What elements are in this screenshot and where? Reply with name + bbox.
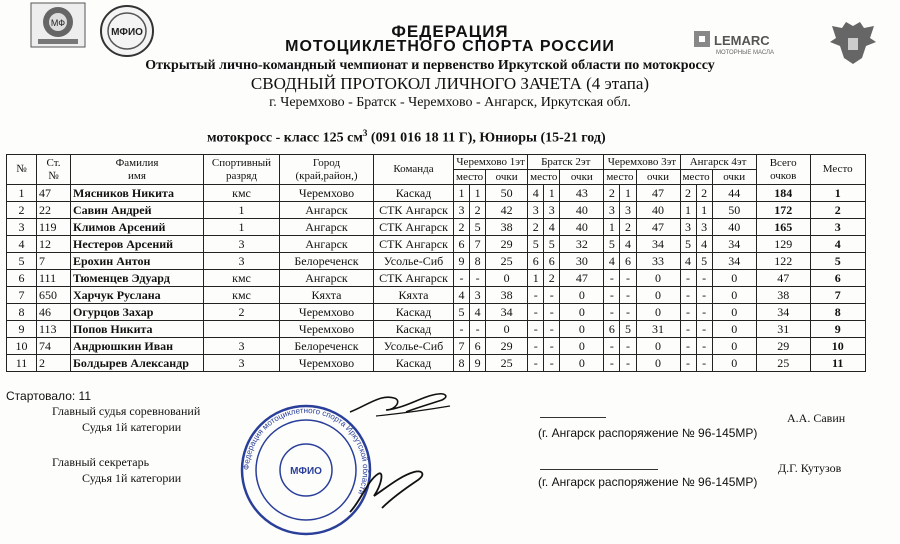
cell-s3p: 47 bbox=[636, 219, 680, 236]
cell-team: Кяхта bbox=[374, 287, 454, 304]
cell-s3p: 0 bbox=[636, 304, 680, 321]
cell-s1a: - bbox=[454, 321, 470, 338]
cell-s2a: - bbox=[528, 355, 544, 372]
cell-n: 10 bbox=[7, 338, 37, 355]
table-row bbox=[7, 236, 866, 253]
cell-s3a: - bbox=[604, 287, 620, 304]
header-name-text: Фамилия bbox=[115, 156, 159, 169]
cell-s1b: 9 bbox=[470, 355, 486, 372]
cell-s4p: 44 bbox=[712, 185, 756, 202]
cell-s1a: 2 bbox=[454, 219, 470, 236]
cell-s4a: - bbox=[680, 338, 696, 355]
cell-rank bbox=[204, 321, 280, 338]
cell-total: 31 bbox=[756, 321, 810, 338]
federation-subtitle: МОТОЦИКЛЕТНОГО СПОРТА РОССИИ bbox=[285, 38, 615, 55]
secretary-signature bbox=[344, 462, 430, 518]
cell-n: 3 bbox=[7, 219, 37, 236]
started-count: Стартовало: 11 bbox=[6, 389, 91, 403]
cell-s3a: 6 bbox=[604, 321, 620, 338]
header-stage1-place: место bbox=[454, 170, 486, 185]
cell-s2b: - bbox=[544, 287, 560, 304]
cell-s1p: 25 bbox=[486, 355, 528, 372]
cell-st: 47 bbox=[37, 185, 71, 202]
cell-s1p: 42 bbox=[486, 202, 528, 219]
cell-place: 6 bbox=[810, 270, 865, 287]
cell-s3b: - bbox=[620, 304, 636, 321]
cell-total: 38 bbox=[756, 287, 810, 304]
cell-city: Черемхово bbox=[280, 185, 374, 202]
cell-s1b: 1 bbox=[470, 185, 486, 202]
cell-s3a: 4 bbox=[604, 253, 620, 270]
cell-n: 9 bbox=[7, 321, 37, 338]
header-city-text: Город bbox=[312, 156, 341, 169]
cell-s2p: 0 bbox=[560, 304, 604, 321]
table-row bbox=[7, 287, 866, 304]
table-row bbox=[7, 185, 866, 202]
cell-s1a: 9 bbox=[454, 253, 470, 270]
cell-team: СТК Ангарск bbox=[374, 219, 454, 236]
cell-s4a: - bbox=[680, 304, 696, 321]
cell-s3p: 0 bbox=[636, 270, 680, 287]
cell-st: 2 bbox=[37, 355, 71, 372]
cell-total: 25 bbox=[756, 355, 810, 372]
cell-team: СТК Ангарск bbox=[374, 202, 454, 219]
cell-s1b: 4 bbox=[470, 304, 486, 321]
table-row bbox=[7, 304, 866, 321]
cell-s4b: - bbox=[696, 338, 712, 355]
cell-n: 5 bbox=[7, 253, 37, 270]
judge-signature-line bbox=[540, 417, 606, 418]
results-table bbox=[6, 154, 866, 372]
cell-s4p: 34 bbox=[712, 253, 756, 270]
cell-s4a: - bbox=[680, 287, 696, 304]
judge-order: (г. Ангарск распоряжение № 96-145МР) bbox=[538, 426, 758, 440]
cell-name: Попов Никита bbox=[71, 321, 204, 338]
cell-s4a: 3 bbox=[680, 219, 696, 236]
cell-s3p: 0 bbox=[636, 338, 680, 355]
cell-s4p: 0 bbox=[712, 270, 756, 287]
cell-s3p: 34 bbox=[636, 236, 680, 253]
cell-team: Усолье-Сиб bbox=[374, 253, 454, 270]
cell-s3p: 33 bbox=[636, 253, 680, 270]
protocol-title: СВОДНЫЙ ПРОТОКОЛ ЛИЧНОГО ЗАЧЕТА (4 этапа) bbox=[250, 74, 650, 93]
cell-s2p: 0 bbox=[560, 338, 604, 355]
cell-team: Каскад bbox=[374, 185, 454, 202]
cell-s1b: 5 bbox=[470, 219, 486, 236]
cell-s4p: 0 bbox=[712, 321, 756, 338]
cell-city: Кяхта bbox=[280, 287, 374, 304]
cell-s4p: 0 bbox=[712, 287, 756, 304]
cell-city: Ангарск bbox=[280, 202, 374, 219]
cell-s2a: 4 bbox=[528, 185, 544, 202]
table-row bbox=[7, 355, 866, 372]
header-start-number bbox=[37, 155, 71, 185]
header-stage4-points: очки bbox=[712, 170, 756, 185]
cell-s1a: 7 bbox=[454, 338, 470, 355]
header-name bbox=[71, 155, 204, 185]
cell-n: 1 bbox=[7, 185, 37, 202]
chief-judge-label: Главный судья соревнований bbox=[52, 404, 201, 418]
cell-total: 34 bbox=[756, 304, 810, 321]
cell-total: 165 bbox=[756, 219, 810, 236]
cell-total: 129 bbox=[756, 236, 810, 253]
cell-s2b: 3 bbox=[544, 202, 560, 219]
cell-s2p: 0 bbox=[560, 321, 604, 338]
cell-s1a: 1 bbox=[454, 185, 470, 202]
class-line bbox=[207, 128, 606, 147]
cell-city: Ангарск bbox=[280, 236, 374, 253]
cell-s1p: 0 bbox=[486, 270, 528, 287]
cell-total: 47 bbox=[756, 270, 810, 287]
cell-s2b: 6 bbox=[544, 253, 560, 270]
logo-left2-text: МФИО bbox=[111, 27, 143, 38]
header-num: № bbox=[7, 155, 37, 185]
header-stage1-points: очки bbox=[486, 170, 528, 185]
championship-title: Открытый лично-командный чемпионат и первенство Иркутской области по мотокроссу bbox=[145, 58, 715, 73]
cell-s1p: 38 bbox=[486, 219, 528, 236]
cell-name: Харчук Руслана bbox=[71, 287, 204, 304]
cell-s3a: - bbox=[604, 355, 620, 372]
header-total-sub: очков bbox=[770, 169, 797, 182]
cell-s1p: 0 bbox=[486, 321, 528, 338]
cell-s4p: 50 bbox=[712, 202, 756, 219]
cell-s3b: 5 bbox=[620, 321, 636, 338]
cell-total: 184 bbox=[756, 185, 810, 202]
cell-s2a: 1 bbox=[528, 270, 544, 287]
cell-s4b: 2 bbox=[696, 185, 712, 202]
cell-s2p: 40 bbox=[560, 219, 604, 236]
header-stage4: Ангарск 4эт bbox=[680, 155, 756, 170]
cell-s1p: 38 bbox=[486, 287, 528, 304]
header-stage2-points: очки bbox=[560, 170, 604, 185]
cell-s4p: 34 bbox=[712, 236, 756, 253]
cell-total: 172 bbox=[756, 202, 810, 219]
cell-name: Савин Андрей bbox=[71, 202, 204, 219]
cell-s2b: - bbox=[544, 355, 560, 372]
cell-total: 29 bbox=[756, 338, 810, 355]
cell-s4a: - bbox=[680, 321, 696, 338]
cell-s4b: - bbox=[696, 270, 712, 287]
cell-st: 7 bbox=[37, 253, 71, 270]
cell-s1b: 3 bbox=[470, 287, 486, 304]
cell-s3a: - bbox=[604, 304, 620, 321]
header-total bbox=[756, 155, 810, 185]
cell-s2b: 5 bbox=[544, 236, 560, 253]
header-stage3-place: место bbox=[604, 170, 636, 185]
cell-s2a: 2 bbox=[528, 219, 544, 236]
logo-left1-text: МФ bbox=[50, 18, 66, 28]
cell-place: 8 bbox=[810, 304, 865, 321]
cell-team: Каскад bbox=[374, 321, 454, 338]
header-rank-text: Спортивный bbox=[211, 156, 272, 169]
cell-s3a: - bbox=[604, 338, 620, 355]
cell-st: 119 bbox=[37, 219, 71, 236]
lemarc-text: LEMARC bbox=[714, 33, 770, 48]
cell-s1p: 34 bbox=[486, 304, 528, 321]
cell-s4a: 4 bbox=[680, 253, 696, 270]
cell-s1b: 8 bbox=[470, 253, 486, 270]
cell-s3b: - bbox=[620, 355, 636, 372]
cell-s2a: - bbox=[528, 304, 544, 321]
cell-rank: 3 bbox=[204, 355, 280, 372]
cell-st: 113 bbox=[37, 321, 71, 338]
cell-city: Ангарск bbox=[280, 270, 374, 287]
table-row bbox=[7, 321, 866, 338]
cell-s2b: 2 bbox=[544, 270, 560, 287]
cell-s3b: - bbox=[620, 287, 636, 304]
cell-place: 2 bbox=[810, 202, 865, 219]
cell-s4p: 0 bbox=[712, 338, 756, 355]
cell-total: 122 bbox=[756, 253, 810, 270]
cell-name: Климов Арсений bbox=[71, 219, 204, 236]
cell-s4b: - bbox=[696, 321, 712, 338]
table-row bbox=[7, 338, 866, 355]
cell-place: 7 bbox=[810, 287, 865, 304]
header-rank bbox=[204, 155, 280, 185]
cell-s4b: - bbox=[696, 355, 712, 372]
cell-s3a: - bbox=[604, 270, 620, 287]
header-stage1: Черемхово 1эт bbox=[454, 155, 528, 170]
cell-n: 6 bbox=[7, 270, 37, 287]
cell-st: 650 bbox=[37, 287, 71, 304]
cell-s2b: 4 bbox=[544, 219, 560, 236]
cell-name: Ерохин Антон bbox=[71, 253, 204, 270]
cell-place: 1 bbox=[810, 185, 865, 202]
cell-st: 111 bbox=[37, 270, 71, 287]
class-sup: 3 bbox=[362, 128, 368, 138]
chief-judge-category: Судья 1й категории bbox=[82, 420, 182, 434]
secretary-order: (г. Ангарск распоряжение № 96-145МР) bbox=[538, 475, 758, 489]
cell-s3b: 1 bbox=[620, 185, 636, 202]
secretary-signature-line bbox=[540, 469, 658, 470]
cell-s4a: - bbox=[680, 355, 696, 372]
cell-place: 5 bbox=[810, 253, 865, 270]
cell-s2p: 0 bbox=[560, 355, 604, 372]
cell-place: 4 bbox=[810, 236, 865, 253]
cell-n: 11 bbox=[7, 355, 37, 372]
header-team: Команда bbox=[374, 155, 454, 185]
cell-s4a: 1 bbox=[680, 202, 696, 219]
cell-s3a: 3 bbox=[604, 202, 620, 219]
cell-team: Усолье-Сиб bbox=[374, 338, 454, 355]
header-st-num: № bbox=[48, 169, 59, 182]
cell-s2b: - bbox=[544, 338, 560, 355]
stamp-ring-text: Федерация мотоциклетного спорта Иркутской области bbox=[241, 405, 371, 496]
cell-rank: 1 bbox=[204, 202, 280, 219]
cell-s2a: - bbox=[528, 338, 544, 355]
cell-s1a: 8 bbox=[454, 355, 470, 372]
cell-s3p: 47 bbox=[636, 185, 680, 202]
cell-team: СТК Ангарск bbox=[374, 270, 454, 287]
class-rest: (091 016 18 11 Г), Юниоры (15-21 год) bbox=[367, 130, 606, 146]
federation-title: ФЕДЕРАЦИЯ bbox=[391, 22, 509, 41]
cell-s1a: 5 bbox=[454, 304, 470, 321]
cell-city: Черемхово bbox=[280, 304, 374, 321]
cell-s4b: 1 bbox=[696, 202, 712, 219]
cell-name: Тюменцев Эдуард bbox=[71, 270, 204, 287]
header-name-sub: имя bbox=[128, 169, 146, 182]
judge-name: А.А. Савин bbox=[787, 411, 846, 425]
cell-s3b: 2 bbox=[620, 219, 636, 236]
cell-s4b: 3 bbox=[696, 219, 712, 236]
header-stage4-place: место bbox=[680, 170, 712, 185]
stamp-center-text: МФИО bbox=[290, 466, 322, 477]
cell-s1a: 4 bbox=[454, 287, 470, 304]
header-stage2: Братск 2эт bbox=[528, 155, 604, 170]
cell-name: Андрюшкин Иван bbox=[71, 338, 204, 355]
cell-place: 10 bbox=[810, 338, 865, 355]
cell-s2a: 3 bbox=[528, 202, 544, 219]
cell-s2b: - bbox=[544, 321, 560, 338]
cell-s4a: 2 bbox=[680, 185, 696, 202]
cell-rank: кмс bbox=[204, 287, 280, 304]
cell-s1a: 3 bbox=[454, 202, 470, 219]
cell-city: Черемхово bbox=[280, 355, 374, 372]
header-stage2-place: место bbox=[528, 170, 560, 185]
cell-s3p: 0 bbox=[636, 355, 680, 372]
cell-s2p: 47 bbox=[560, 270, 604, 287]
cell-s2a: - bbox=[528, 287, 544, 304]
cell-place: 3 bbox=[810, 219, 865, 236]
cell-n: 8 bbox=[7, 304, 37, 321]
chief-secretary-category: Судья 1й категории bbox=[82, 471, 182, 485]
cell-rank: 3 bbox=[204, 236, 280, 253]
cell-s3b: - bbox=[620, 338, 636, 355]
chief-secretary-label: Главный секретарь bbox=[52, 455, 150, 469]
cell-city: Ангарск bbox=[280, 219, 374, 236]
cell-s2a: - bbox=[528, 321, 544, 338]
header-city bbox=[280, 155, 374, 185]
cell-name: Огурцов Захар bbox=[71, 304, 204, 321]
cell-st: 12 bbox=[37, 236, 71, 253]
cell-s1p: 25 bbox=[486, 253, 528, 270]
cell-s3b: 4 bbox=[620, 236, 636, 253]
cell-s2b: 1 bbox=[544, 185, 560, 202]
cell-s4b: 4 bbox=[696, 236, 712, 253]
table-row bbox=[7, 219, 866, 236]
header-rank-sub: разряд bbox=[226, 169, 257, 182]
cell-st: 46 bbox=[37, 304, 71, 321]
cell-city: Черемхово bbox=[280, 321, 374, 338]
cell-s2p: 30 bbox=[560, 253, 604, 270]
cell-rank: кмс bbox=[204, 270, 280, 287]
class-text: мотокросс - класс 125 см bbox=[207, 130, 363, 146]
cell-s2a: 5 bbox=[528, 236, 544, 253]
cell-s1b: - bbox=[470, 321, 486, 338]
cell-s3b: 3 bbox=[620, 202, 636, 219]
cell-st: 22 bbox=[37, 202, 71, 219]
cell-city: Белореченск bbox=[280, 253, 374, 270]
cell-s1p: 29 bbox=[486, 236, 528, 253]
lemarc-sub: МОТОРНЫЕ МАСЛА bbox=[716, 50, 774, 56]
cell-team: Каскад bbox=[374, 355, 454, 372]
cell-team: СТК Ангарск bbox=[374, 236, 454, 253]
cell-s1a: 6 bbox=[454, 236, 470, 253]
cell-rank: 2 bbox=[204, 304, 280, 321]
cell-s3a: 5 bbox=[604, 236, 620, 253]
cell-n: 2 bbox=[7, 202, 37, 219]
cell-city: Белореченск bbox=[280, 338, 374, 355]
cell-s2p: 40 bbox=[560, 202, 604, 219]
cell-s3b: - bbox=[620, 270, 636, 287]
cell-s2p: 43 bbox=[560, 185, 604, 202]
cell-s3p: 0 bbox=[636, 287, 680, 304]
cell-s1p: 29 bbox=[486, 338, 528, 355]
cell-s3a: 2 bbox=[604, 185, 620, 202]
cell-s4b: 5 bbox=[696, 253, 712, 270]
cell-n: 7 bbox=[7, 287, 37, 304]
cell-s4p: 40 bbox=[712, 219, 756, 236]
table-row bbox=[7, 202, 866, 219]
cell-name: Мясников Никита bbox=[71, 185, 204, 202]
cell-place: 9 bbox=[810, 321, 865, 338]
header-total-text: Всего bbox=[769, 156, 797, 169]
header-stage3-points: очки bbox=[636, 170, 680, 185]
cell-rank: 3 bbox=[204, 338, 280, 355]
cell-s3p: 40 bbox=[636, 202, 680, 219]
cell-s1p: 50 bbox=[486, 185, 528, 202]
cell-s4b: - bbox=[696, 287, 712, 304]
cell-rank: 1 bbox=[204, 219, 280, 236]
cell-s4a: 5 bbox=[680, 236, 696, 253]
cell-s3b: 6 bbox=[620, 253, 636, 270]
cell-rank: кмс bbox=[204, 185, 280, 202]
header-final-place: Место bbox=[810, 155, 865, 185]
cell-s1a: - bbox=[454, 270, 470, 287]
cell-s1b: 2 bbox=[470, 202, 486, 219]
header-city-sub: (край,район,) bbox=[295, 169, 358, 182]
table-row bbox=[7, 253, 866, 270]
cell-s2p: 0 bbox=[560, 287, 604, 304]
cell-s1b: 7 bbox=[470, 236, 486, 253]
cell-rank: 3 bbox=[204, 253, 280, 270]
cell-s2b: - bbox=[544, 304, 560, 321]
cell-team: Каскад bbox=[374, 304, 454, 321]
cell-place: 11 bbox=[810, 355, 865, 372]
cell-n: 4 bbox=[7, 236, 37, 253]
cell-s2a: 6 bbox=[528, 253, 544, 270]
cell-name: Нестеров Арсений bbox=[71, 236, 204, 253]
table-row bbox=[7, 270, 866, 287]
cell-s4b: - bbox=[696, 304, 712, 321]
cell-s3p: 31 bbox=[636, 321, 680, 338]
location-line: г. Черемхово - Братск - Черемхово - Ангарск, Иркутская обл. bbox=[269, 95, 631, 110]
cell-s4a: - bbox=[680, 270, 696, 287]
cell-s4p: 0 bbox=[712, 304, 756, 321]
cell-name: Болдырев Александр bbox=[71, 355, 204, 372]
secretary-name: Д.Г. Кутузов bbox=[778, 461, 842, 475]
header-stage3: Черемхово 3эт bbox=[604, 155, 680, 170]
cell-s1b: - bbox=[470, 270, 486, 287]
cell-s2p: 32 bbox=[560, 236, 604, 253]
cell-s1b: 6 bbox=[470, 338, 486, 355]
cell-s4p: 0 bbox=[712, 355, 756, 372]
cell-s3a: 1 bbox=[604, 219, 620, 236]
header-st-text: Ст. bbox=[46, 156, 61, 169]
cell-st: 74 bbox=[37, 338, 71, 355]
